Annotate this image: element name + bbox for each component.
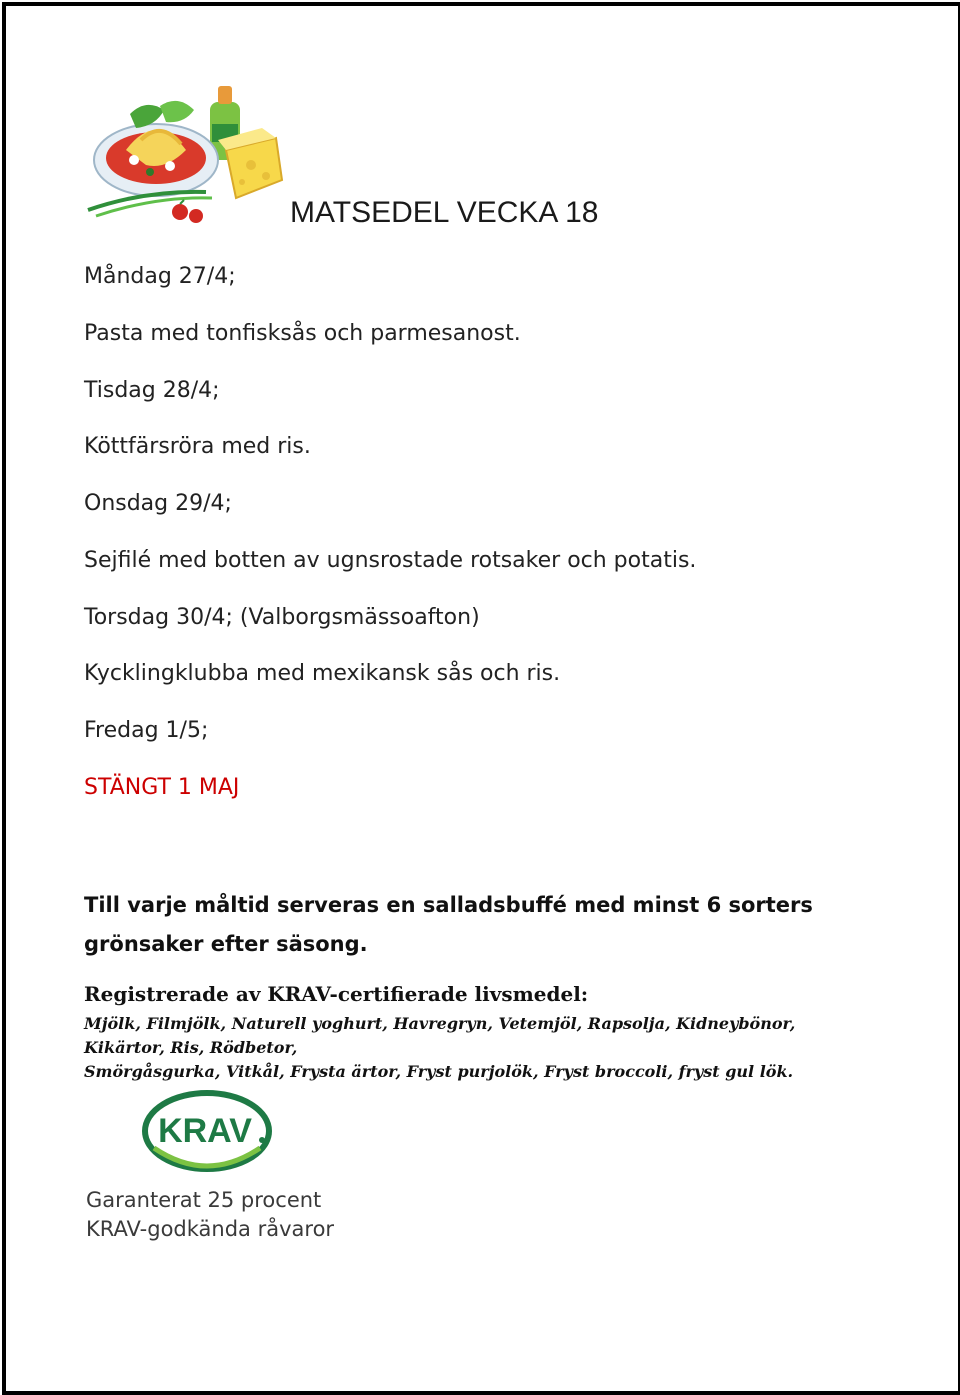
meal-monday: Pasta med tonfisksås och parmesanost.	[84, 321, 521, 346]
krav-logo-icon	[140, 1088, 274, 1174]
krav-heading: Registrerade av KRAV-certifierade livsmedel:	[84, 982, 589, 1006]
krav-caption-line: KRAV-godkända råvaror	[86, 1217, 335, 1241]
meal-tuesday: Köttfärsröra med ris.	[84, 434, 311, 459]
meal-thursday: Kycklingklubba med mexikansk sås och ris.	[84, 661, 561, 686]
krav-list-line: Mjölk, Filmjölk, Naturell yoghurt, Havregryn, Vetemjöl, Rapsolja, Kidneybönor,	[84, 1014, 796, 1033]
day-label-thursday: Torsdag 30/4; (Valborgsmässoafton)	[84, 605, 480, 630]
krav-caption	[86, 1186, 334, 1244]
meal-wednesday: Sejfilé med botten av ugnsrostade rotsaker och potatis.	[84, 548, 697, 573]
krav-logo-text: KRAV	[158, 1112, 252, 1150]
krav-product-list	[84, 1012, 884, 1084]
krav-list-line: Kikärtor, Ris, Rödbetor,	[84, 1038, 298, 1057]
day-label-tuesday: Tisdag 28/4;	[84, 378, 220, 403]
krav-caption-line: Garanterat 25 procent	[86, 1188, 322, 1212]
page-title: MATSEDEL VECKA 18	[290, 196, 599, 229]
krav-list-line: Smörgåsgurka, Vitkål, Frysta ärtor, Fryst purjolök, Fryst broccoli, fryst gul lök.	[84, 1062, 794, 1081]
salad-buffet-note: Till varje måltid serveras en salladsbuffé med minst 6 sorters grönsaker efter säsong.	[84, 893, 813, 956]
closed-notice: STÄNGT 1 MAJ	[84, 775, 240, 800]
food-illustration-icon	[86, 80, 286, 230]
day-label-wednesday: Onsdag 29/4;	[84, 491, 232, 516]
day-label-friday: Fredag 1/5;	[84, 718, 209, 743]
day-label-monday: Måndag 27/4;	[84, 264, 236, 289]
